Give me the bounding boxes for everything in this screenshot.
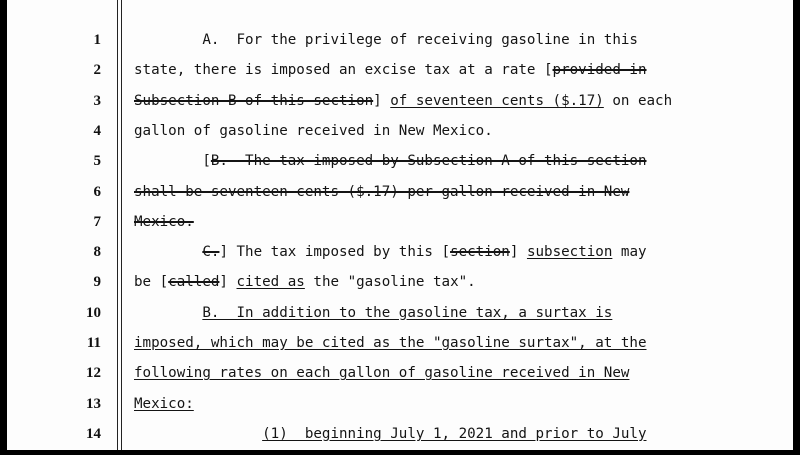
bill-line — [7, 152, 793, 182]
line-text — [134, 213, 194, 231]
line-text — [134, 334, 647, 352]
line-number: 5 — [93, 153, 101, 170]
line-number: 3 — [93, 92, 101, 109]
text-segment: [ — [134, 153, 211, 170]
deleted-text: B. The tax imposed by Subsection A of this section — [210, 153, 647, 170]
bill-page — [7, 0, 793, 450]
bill-line — [7, 364, 793, 394]
deleted-text: called — [168, 274, 220, 291]
inserted-text: B. In addition to the gasoline tax, a surtax is — [202, 304, 613, 321]
line-number: 2 — [93, 62, 101, 79]
inserted-text: cited as — [236, 274, 305, 291]
line-number: 7 — [93, 213, 101, 230]
text-segment: gallon of gasoline received in New Mexico. — [134, 122, 493, 139]
text-segment: may — [612, 244, 647, 261]
bill-line — [7, 273, 793, 303]
bill-line — [7, 183, 793, 213]
bill-line — [7, 243, 793, 273]
bill-line — [7, 395, 793, 425]
inserted-text: subsection — [526, 244, 613, 261]
deleted-text: C. — [202, 244, 220, 261]
line-text — [134, 425, 647, 443]
line-number: 10 — [86, 304, 101, 321]
bill-line — [7, 334, 793, 364]
text-segment: ] — [373, 92, 391, 109]
text-segment: ] The tax imposed by this [ — [219, 244, 451, 261]
line-number: 8 — [93, 244, 101, 261]
bill-line — [7, 31, 793, 61]
line-text — [134, 273, 476, 291]
deleted-text: Subsection B of this section — [134, 92, 374, 109]
deleted-text: Mexico. — [134, 213, 194, 230]
text-segment: ] — [509, 244, 527, 261]
line-text — [134, 31, 638, 49]
bill-line — [7, 425, 793, 455]
line-text — [134, 395, 194, 413]
line-number: 1 — [93, 32, 101, 48]
line-number: 11 — [86, 335, 101, 351]
line-text — [134, 61, 647, 79]
text-segment — [134, 305, 202, 321]
inserted-text: (1) beginning July 1, 2021 and prior to July — [262, 425, 647, 442]
text-segment: be [ — [134, 274, 169, 291]
text-segment: state, there is imposed an excise tax at a rate [ — [134, 62, 553, 79]
bill-line — [7, 304, 793, 334]
bill-line — [7, 92, 793, 122]
line-text — [134, 122, 493, 140]
line-number: 13 — [86, 395, 101, 412]
line-number: 4 — [93, 122, 101, 139]
text-segment — [134, 244, 202, 260]
bill-line — [7, 213, 793, 243]
inserted-text: of seventeen cents ($.17) — [390, 92, 604, 109]
text-segment: on each — [603, 92, 673, 109]
deleted-text: section — [450, 244, 510, 261]
text-segment: the "gasoline tax". — [304, 274, 476, 291]
line-number: 12 — [86, 365, 101, 382]
line-text — [134, 304, 612, 322]
line-text — [134, 364, 629, 382]
bill-line — [7, 122, 793, 152]
line-number: 6 — [93, 183, 101, 200]
deleted-text: provided in — [552, 62, 647, 79]
line-number: 14 — [86, 425, 101, 442]
text-segment: A. For the privilege of receiving gasoline in this — [134, 32, 638, 48]
deleted-text: shall be seventeen cents ($.17) per gallon received in New — [134, 183, 630, 200]
text-segment — [134, 426, 262, 442]
text-segment: ] — [219, 274, 237, 291]
inserted-text: imposed, which may be cited as the "gasoline surtax", at the — [134, 335, 647, 351]
line-text — [134, 243, 647, 261]
line-number: 9 — [93, 274, 101, 291]
line-text — [134, 152, 647, 170]
bill-line — [7, 61, 793, 91]
line-text — [134, 183, 629, 201]
line-text — [134, 92, 672, 110]
inserted-text: Mexico: — [134, 395, 194, 412]
inserted-text: following rates on each gallon of gasoline received in New — [134, 365, 630, 382]
